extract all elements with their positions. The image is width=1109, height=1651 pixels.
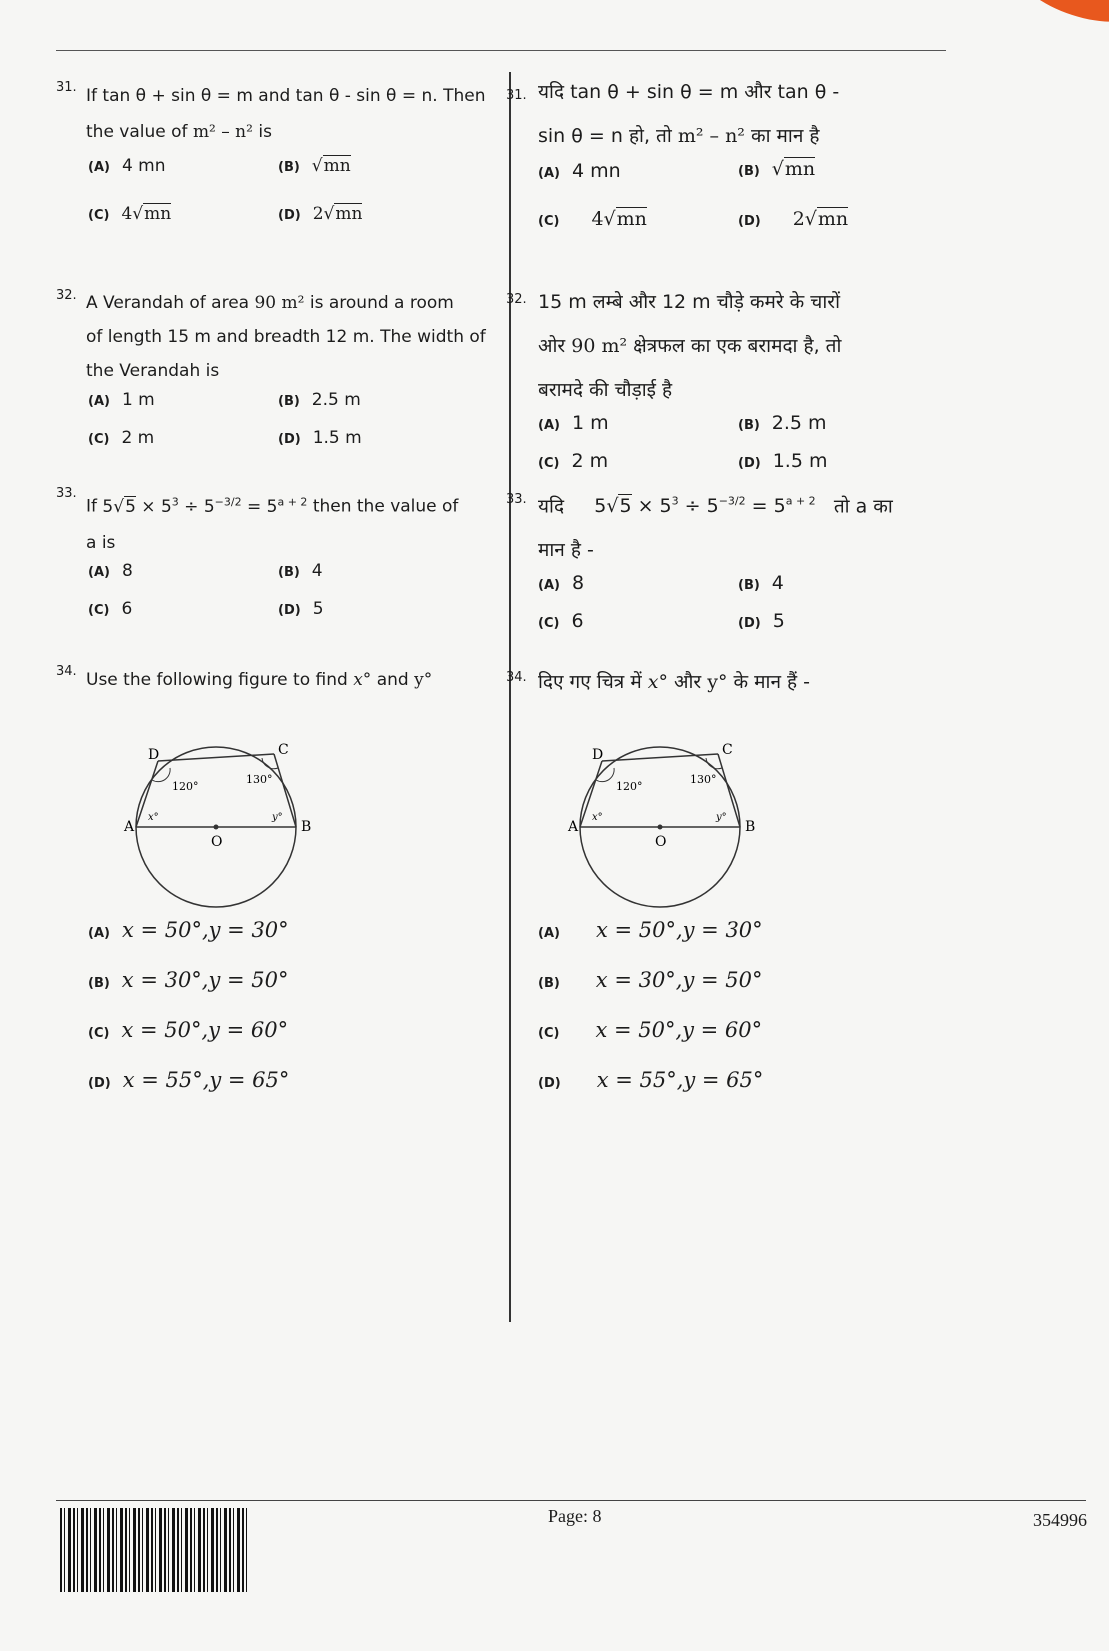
option-c[interactable]: (C) 2 m (88, 428, 155, 448)
option-d[interactable]: (D) 5 (738, 610, 785, 633)
options (88, 150, 496, 240)
option-b[interactable]: (B) 2.5 m (278, 390, 361, 410)
question-number: 34. (506, 670, 527, 685)
option-c[interactable]: (C) 4√mn (88, 204, 172, 224)
circle-figure (540, 730, 780, 915)
question-number: 32. (56, 288, 77, 303)
math-expression: $5√5 \times 5^3 \div 5^{-3/2} = 5^{a + 2}$ (594, 495, 816, 518)
angle-y-label: y° (716, 812, 727, 823)
question-text: If tan θ + sin θ = m and tan θ - sin θ = n. Then (86, 86, 486, 106)
label-c: C (278, 742, 289, 758)
question-34-en (56, 662, 496, 698)
option-c[interactable]: (C) x = 50°,y = 60° (88, 1018, 289, 1042)
label-a: A (568, 819, 579, 835)
option-d[interactable]: (D) x = 55°,y = 65° (88, 1068, 290, 1092)
option-c[interactable]: (C) 6 (538, 610, 584, 633)
question-number: 33. (506, 492, 527, 507)
option-a[interactable]: (A) 4 mn (88, 156, 166, 176)
option-c[interactable]: (C) x = 50°,y = 60° (538, 1018, 763, 1042)
question-text: 15 m लम्बे और 12 m चौड़े कमरे के चारों (538, 291, 840, 313)
label-d: D (592, 747, 604, 763)
option-b[interactable]: (B) √mn (278, 156, 351, 176)
question-number: 32. (506, 292, 527, 307)
label-a: A (124, 819, 135, 835)
question-32-en: 32. A Verandah of area 90 m² is around a room of length 15 m and breadth 12 m. The width of the Verandah is (A) 1 m (B) 2.5 m (C) 2 m (D) 1.5 m (56, 286, 496, 388)
option-b[interactable]: (B) √mn (738, 158, 816, 180)
math-expression: m² – n² (192, 122, 253, 142)
question-31-hi: 31. यदि tan θ + sin θ = m और tan θ - sin θ = n हो, तो m² – n² का मान है (A) 4 mn (B) √mn (C) 4√mn (D) 2√mn (506, 70, 956, 158)
angle-y-label: y° (272, 812, 283, 823)
question-text: यदि $5√5 \times 5^3 \div 5^{-3/2} = 5^{a + 2}$ तो a का (538, 495, 893, 518)
option-a[interactable]: (A) x = 50°,y = 30° (538, 918, 763, 942)
question-number: 34. (56, 664, 77, 679)
question-text: Use the following figure to find x° and y° (86, 670, 433, 690)
angle-d-label: 120° (616, 780, 643, 793)
angle-c-label: 130° (690, 773, 717, 786)
label-c: C (722, 742, 733, 758)
option-b[interactable]: (B) 4 (278, 560, 323, 581)
label-o: O (211, 834, 223, 850)
option-a[interactable]: (A) x = 50°,y = 30° (88, 918, 289, 942)
question-number: 31. (56, 80, 77, 95)
math-expression: $5√5 \times 5^3 \div 5^{-3/2} = 5^{a + 2}$ (102, 495, 308, 517)
option-d[interactable]: (D) 1.5 m (278, 428, 362, 448)
option-b[interactable]: (B) 2.5 m (738, 412, 827, 434)
option-c[interactable]: (C) 4√mn (538, 208, 647, 230)
option-d[interactable]: (D) 5 (278, 598, 324, 619)
question-31-en: 31. If tan θ + sin θ = m and tan θ - sin θ = n. Then the value of m² – n² is (A) 4 mn (B) √mn (C) 4√mn (D) 2√mn (56, 78, 496, 240)
question-text: If $5√5 \times 5^3 \div 5^{-3/2} = 5^{a + 2}$ then the value of (86, 495, 459, 517)
circle-figure (96, 730, 336, 915)
option-a[interactable]: (A) 8 (88, 560, 133, 581)
option-d[interactable]: (D) 2√mn (738, 208, 849, 230)
option-c[interactable]: (C) 6 (88, 598, 133, 619)
option-a[interactable]: (A) 1 m (88, 390, 155, 410)
option-d[interactable]: (D) 1.5 m (738, 450, 828, 472)
question-number: 33. (56, 486, 77, 501)
option-a[interactable]: (A) 1 m (538, 412, 609, 434)
label-d: D (148, 747, 160, 763)
question-text: A Verandah of area 90 m² is around a room (86, 293, 454, 313)
page-number: Page: 8 (548, 1506, 602, 1526)
option-c[interactable]: (C) 2 m (538, 450, 609, 472)
option-d[interactable]: (D) 2√mn (278, 204, 363, 224)
question-32-hi: 32. 15 m लम्बे और 12 m चौड़े कमरे के चारों ओर 90 m² क्षेत्रफल का एक बरामदा है, तो बरामदे की चौड़ाई है (A) 1 m (B) 2.5 m (C) 2 m (D) 1.5 m (506, 280, 956, 412)
option-b[interactable]: (B) x = 30°,y = 50° (88, 968, 289, 992)
option-d[interactable]: (D) x = 55°,y = 65° (538, 1068, 764, 1092)
question-33-en: 33. If $5√5 \times 5^3 \div 5^{-3/2} = 5^{a + 2}$ then the value of a is (A) 8 (B) 4 (C) 6 (D) 5 (56, 484, 496, 561)
top-rule (56, 50, 946, 51)
label-b: B (301, 819, 312, 835)
label-o: O (655, 834, 667, 850)
footer-rule (56, 1500, 1086, 1501)
option-b[interactable]: (B) x = 30°,y = 50° (538, 968, 763, 992)
angle-x-label: x° (592, 812, 603, 823)
question-number: 31. (506, 88, 527, 103)
option-a[interactable]: (A) 8 (538, 572, 585, 595)
question-text: यदि tan θ + sin θ = m और tan θ - (538, 81, 840, 103)
question-33-hi: 33. यदि $5√5 \times 5^3 \div 5^{-3/2} = 5^{a + 2}$ तो a का मान है - (A) 8 (B) 4 (C) 6 (D) 5 (506, 480, 956, 572)
option-a[interactable]: (A) 4 mn (538, 160, 621, 182)
option-b[interactable]: (B) 4 (738, 572, 784, 595)
question-34-hi (506, 660, 956, 704)
question-text: दिए गए चित्र में x° और y° के मान हैं - (538, 671, 811, 693)
angle-x-label: x° (148, 812, 159, 823)
label-b: B (745, 819, 756, 835)
page-corner-mark (1015, 0, 1109, 33)
angle-d-label: 120° (172, 780, 199, 793)
barcode (60, 1508, 250, 1592)
angle-c-label: 130° (246, 773, 273, 786)
paper-code: 354996 (1033, 1510, 1087, 1530)
